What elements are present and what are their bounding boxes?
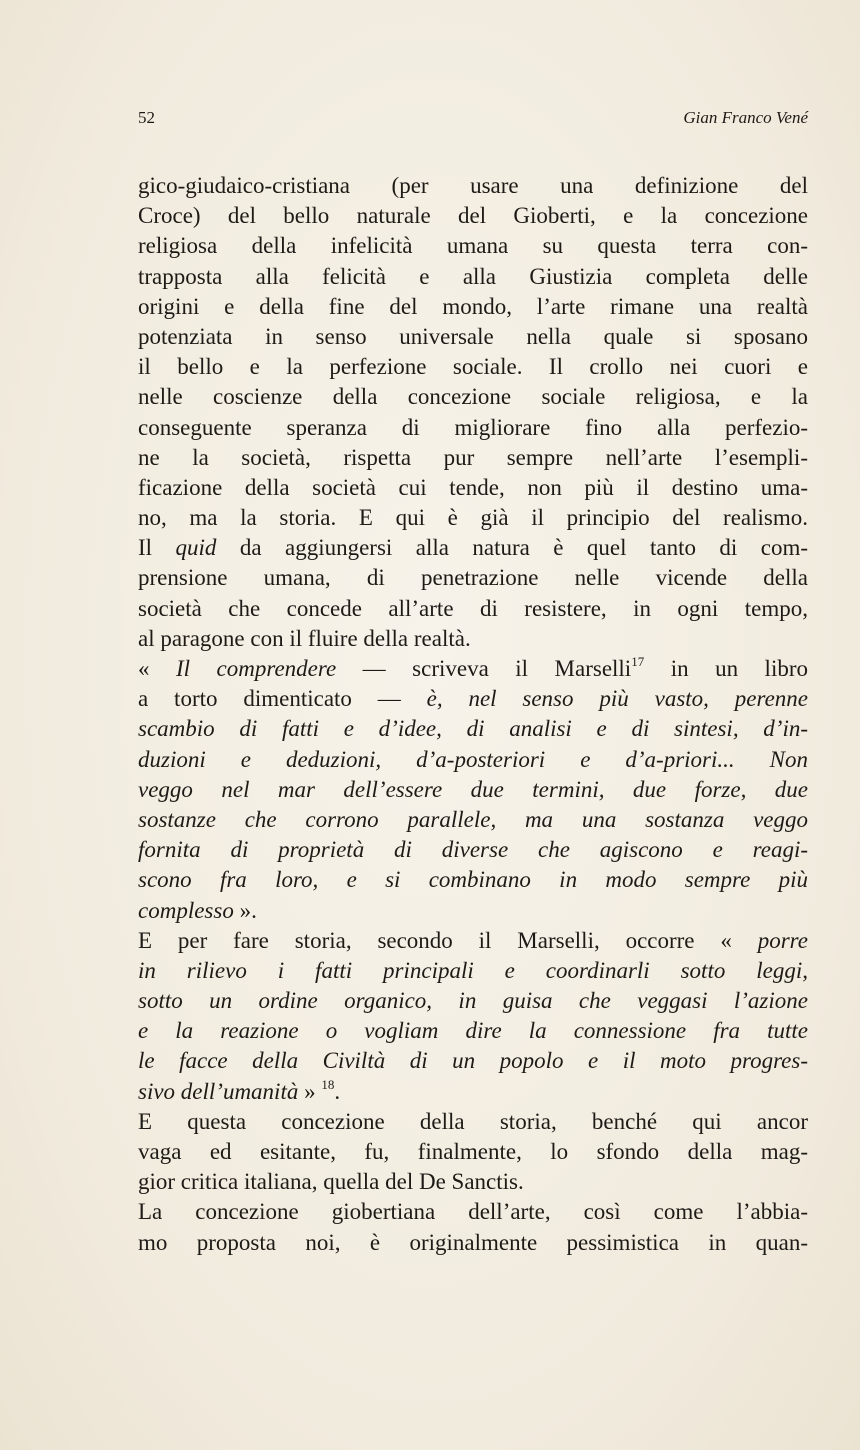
text-line	[138, 292, 808, 322]
text-segment: ne la società, rispetta pur sempre nell’arte l’esempli-	[138, 444, 808, 470]
text-segment: a torto dimenticato —	[138, 686, 427, 712]
italic-text: sivo dell’umanità	[138, 1078, 299, 1104]
italic-text: scambio di fatti e d’idee, di analisi e di sintesi, d’in-	[138, 716, 808, 742]
italic-text: le facce della Civiltà di un popolo e il moto progres-	[138, 1048, 808, 1074]
italic-text: fornita di proprietà di diverse che agiscono e reagi-	[138, 837, 808, 863]
text-line	[138, 594, 808, 624]
text-segment: E questa concezione della storia, benché qui ancor	[138, 1108, 808, 1134]
text-segment: origini e della fine del mondo, l’arte rimane una realtà	[138, 293, 808, 319]
text-line	[138, 1167, 808, 1197]
text-line	[138, 503, 808, 533]
text-segment: nelle coscienze della concezione sociale religiosa, e la	[138, 384, 808, 410]
text-segment: religiosa della infelicità umana su questa terra con-	[138, 233, 808, 259]
text-segment: mo proposta noi, è originalmente pessimistica in quan-	[138, 1229, 808, 1255]
text-line	[138, 262, 808, 292]
italic-text: e la reazione o vogliam dire la connessione fra tutte	[138, 1018, 808, 1044]
italic-text: scono fra loro, e si combinano in modo sempre più	[138, 867, 808, 893]
text-segment: «	[138, 656, 176, 681]
text-segment: al paragone con il fluire della realtà.	[138, 625, 471, 651]
text-line	[138, 322, 808, 352]
text-segment: vaga ed esitante, fu, finalmente, lo sfondo della mag-	[138, 1139, 808, 1164]
text-segment: il bello e la perfezione sociale. Il crollo nei cuori e	[138, 354, 808, 380]
italic-text: sostanze che corrono parallele, ma una sostanza veggo	[138, 806, 808, 832]
text-line	[138, 775, 808, 805]
text-line	[138, 563, 808, 593]
text-line	[138, 1016, 808, 1046]
text-line	[138, 231, 808, 261]
footnote-ref: 18	[321, 1076, 335, 1092]
text-segment: ficazione della società cui tende, non più il destino uma-	[138, 474, 808, 500]
text-segment: »	[298, 1078, 322, 1104]
text-line	[138, 1107, 808, 1137]
text-segment: La concezione giobertiana dell’arte, così come l’abbia-	[138, 1199, 808, 1225]
text-segment: trapposta alla felicità e alla Giustizia completa delle	[138, 263, 808, 289]
italic-text: veggo nel mar dell’essere due termini, due forze, due	[138, 776, 808, 802]
text-segment: ».	[233, 897, 257, 923]
text-line	[138, 171, 808, 201]
text-line	[138, 624, 808, 654]
italic-text: Il comprendere	[176, 656, 337, 681]
italic-text: è, nel senso più vasto, perenne	[426, 686, 808, 712]
text-line	[138, 986, 808, 1016]
text-segment: no, ma la storia. E qui è già il principio del realismo.	[138, 505, 808, 531]
text-segment: prensione umana, di penetrazione nelle vicende della	[138, 565, 808, 591]
text-line	[138, 745, 808, 775]
text-line	[138, 684, 808, 714]
text-line	[138, 835, 808, 865]
text-line	[138, 201, 808, 231]
footnote-ref: 17	[631, 654, 645, 669]
body-text	[138, 171, 808, 1258]
text-segment: E per fare storia, secondo il Marselli, occorre «	[138, 927, 758, 953]
text-line	[138, 413, 808, 443]
text-segment: gior critica italiana, quella del De Sanctis.	[138, 1169, 524, 1195]
text-line	[138, 1197, 808, 1227]
text-segment: .	[334, 1078, 341, 1104]
text-segment: — scriveva il Marselli	[336, 656, 632, 681]
text-line	[138, 896, 808, 926]
text-segment: in un libro	[644, 656, 808, 681]
italic-text: quid	[175, 535, 217, 561]
italic-text: duzioni e deduzioni, d’a-posteriori e d’a-priori... Non	[138, 746, 808, 772]
text-line	[138, 654, 808, 684]
running-head: Gian Franco Vené	[683, 108, 808, 127]
text-segment: potenziata in senso universale nella quale si sposano	[138, 323, 808, 349]
text-segment: società che concede all’arte di resistere, in ogni tempo,	[138, 595, 808, 621]
text-line	[138, 1046, 808, 1076]
text-line	[138, 473, 808, 503]
text-segment: conseguente speranza di migliorare fino alla perfezio-	[138, 414, 808, 440]
text-line	[138, 956, 808, 986]
text-line	[138, 1137, 808, 1167]
text-line	[138, 805, 808, 835]
text-line	[138, 533, 808, 563]
italic-text: porre	[757, 927, 808, 953]
text-line	[138, 352, 808, 382]
text-line	[138, 443, 808, 473]
page-header	[138, 108, 808, 134]
italic-text: in rilievo i fatti principali e coordinarli sotto leggi,	[138, 957, 808, 983]
text-line	[138, 926, 808, 956]
text-line	[138, 382, 808, 412]
text-segment: Il	[138, 535, 176, 561]
text-segment: da aggiungersi alla natura è quel tanto di com-	[216, 535, 808, 561]
text-line	[138, 865, 808, 895]
italic-text: complesso	[138, 897, 234, 923]
text-line	[138, 1077, 808, 1107]
italic-text: sotto un ordine organico, in guisa che veggasi l’azione	[138, 988, 808, 1014]
page-number: 52	[138, 108, 155, 127]
text-line	[138, 714, 808, 744]
text-segment: gico-giudaico-cristiana (per usare una definizione del	[138, 173, 808, 198]
text-segment: Croce) del bello naturale del Gioberti, e la concezione	[138, 203, 808, 229]
text-line	[138, 1228, 808, 1258]
